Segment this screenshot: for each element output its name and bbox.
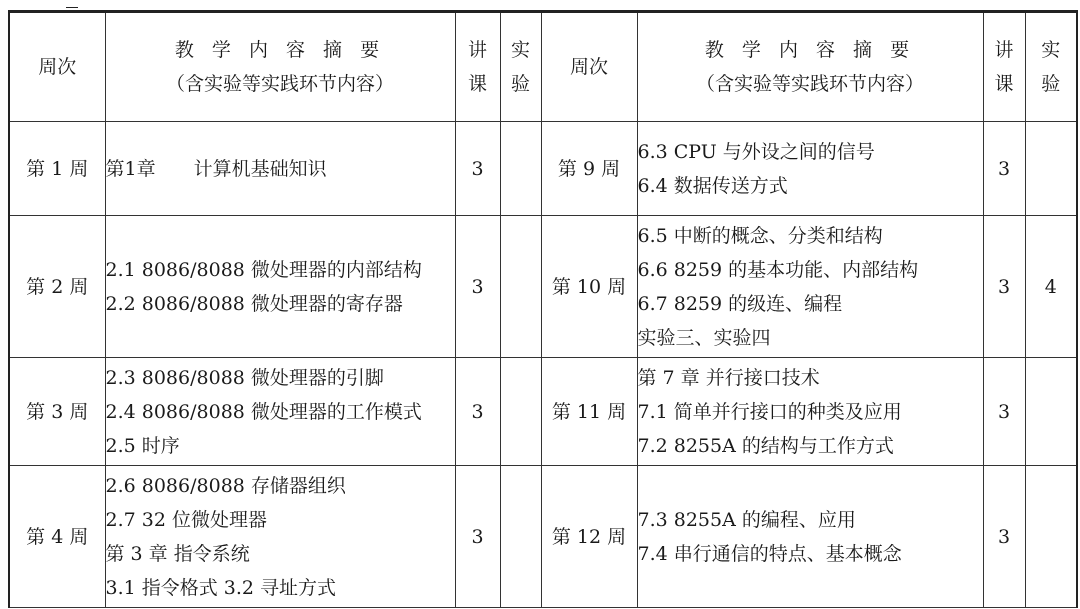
table-row	[9, 466, 1077, 608]
table-row	[9, 216, 1077, 358]
lecture-hours-cell: 3	[455, 216, 500, 358]
header-content-left	[105, 12, 455, 122]
lecture-hours-cell: 3	[983, 216, 1025, 358]
header-row	[9, 12, 1077, 122]
content-cell	[637, 122, 983, 216]
header-lab-right	[1025, 12, 1077, 122]
table-row	[9, 122, 1077, 216]
content-line: 6.6 8259 的基本功能、内部结构	[637, 258, 919, 281]
content-line: 第 3 章 指令系统	[105, 542, 250, 565]
lab-hours-cell	[500, 216, 541, 358]
content-line: 2.1 8086/8088 微处理器的内部结构	[105, 258, 422, 281]
week-cell: 第 9 周	[541, 122, 637, 216]
lab-hours-cell	[500, 122, 541, 216]
week-cell: 第 2 周	[9, 216, 105, 358]
header-week-right: 周次	[541, 12, 637, 122]
table-row	[9, 358, 1077, 466]
lecture-hours-cell: 3	[983, 358, 1025, 466]
header-lab-char2: 验	[1041, 73, 1061, 95]
content-line: 7.2 8255A 的结构与工作方式	[637, 434, 894, 457]
header-content-right	[637, 12, 983, 122]
header-lecture-char1: 讲	[467, 39, 487, 61]
content-cell	[105, 466, 455, 608]
week-cell: 第 4 周	[9, 466, 105, 608]
lecture-hours-cell: 3	[455, 358, 500, 466]
week-cell: 第 3 周	[9, 358, 105, 466]
content-cell	[637, 466, 983, 608]
lab-hours-cell	[1025, 122, 1077, 216]
lab-hours-cell	[1025, 466, 1077, 608]
week-cell: 第 1 周	[9, 122, 105, 216]
week-cell: 第 11 周	[541, 358, 637, 466]
lecture-hours-cell: 3	[455, 122, 500, 216]
content-cell	[637, 216, 983, 358]
header-lab-char2: 验	[510, 73, 530, 95]
lecture-hours-cell: 3	[455, 466, 500, 608]
content-cell	[637, 358, 983, 466]
lab-hours-cell: 4	[1025, 216, 1077, 358]
content-line: 2.5 时序	[105, 434, 180, 457]
content-line: 2.4 8086/8088 微处理器的工作模式	[105, 400, 422, 423]
header-lecture-left	[455, 12, 500, 122]
content-line: 6.3 CPU 与外设之间的信号	[637, 140, 875, 163]
stray-mark	[66, 7, 78, 8]
lecture-hours-cell: 3	[983, 466, 1025, 608]
content-line: 2.6 8086/8088 存储器组织	[105, 474, 346, 497]
content-line: 2.2 8086/8088 微处理器的寄存器	[105, 292, 403, 315]
header-lecture-right	[983, 12, 1025, 122]
lab-hours-cell	[1025, 358, 1077, 466]
content-cell	[105, 122, 455, 216]
content-line: 6.7 8259 的级连、编程	[637, 292, 843, 315]
header-content-title: 教 学 内 容 摘 要	[704, 39, 916, 61]
header-week-left: 周次	[9, 12, 105, 122]
header-content-sub: （含实验等实践环节内容）	[165, 73, 394, 95]
header-lab-char1: 实	[1041, 39, 1061, 61]
content-cell	[105, 216, 455, 358]
lecture-hours-cell: 3	[983, 122, 1025, 216]
content-line: 2.3 8086/8088 微处理器的引脚	[105, 366, 384, 389]
content-line: 7.4 串行通信的特点、基本概念	[637, 542, 902, 565]
lab-hours-cell	[500, 466, 541, 608]
header-content-title: 教 学 内 容 摘 要	[174, 39, 386, 61]
teaching-schedule-table	[8, 10, 1078, 608]
content-line: 7.1 简单并行接口的种类及应用	[637, 400, 902, 423]
content-cell	[105, 358, 455, 466]
lab-hours-cell	[500, 358, 541, 466]
content-line: 实验三、实验四	[637, 326, 771, 349]
week-cell: 第 12 周	[541, 466, 637, 608]
week-cell: 第 10 周	[541, 216, 637, 358]
content-line: 6.4 数据传送方式	[637, 174, 788, 197]
content-line: 第1章 计算机基础知识	[105, 157, 327, 180]
content-line: 2.7 32 位微处理器	[105, 508, 267, 531]
header-lab-char1: 实	[510, 39, 530, 61]
content-line: 第 7 章 并行接口技术	[637, 366, 820, 389]
content-line: 7.3 8255A 的编程、应用	[637, 508, 856, 531]
header-lecture-char2: 课	[467, 73, 487, 95]
header-lab-left	[500, 12, 541, 122]
header-lecture-char1: 讲	[994, 39, 1014, 61]
header-lecture-char2: 课	[994, 73, 1014, 95]
content-line: 3.1 指令格式 3.2 寻址方式	[105, 576, 337, 599]
header-content-sub: （含实验等实践环节内容）	[695, 73, 924, 95]
content-line: 6.5 中断的概念、分类和结构	[637, 224, 883, 247]
